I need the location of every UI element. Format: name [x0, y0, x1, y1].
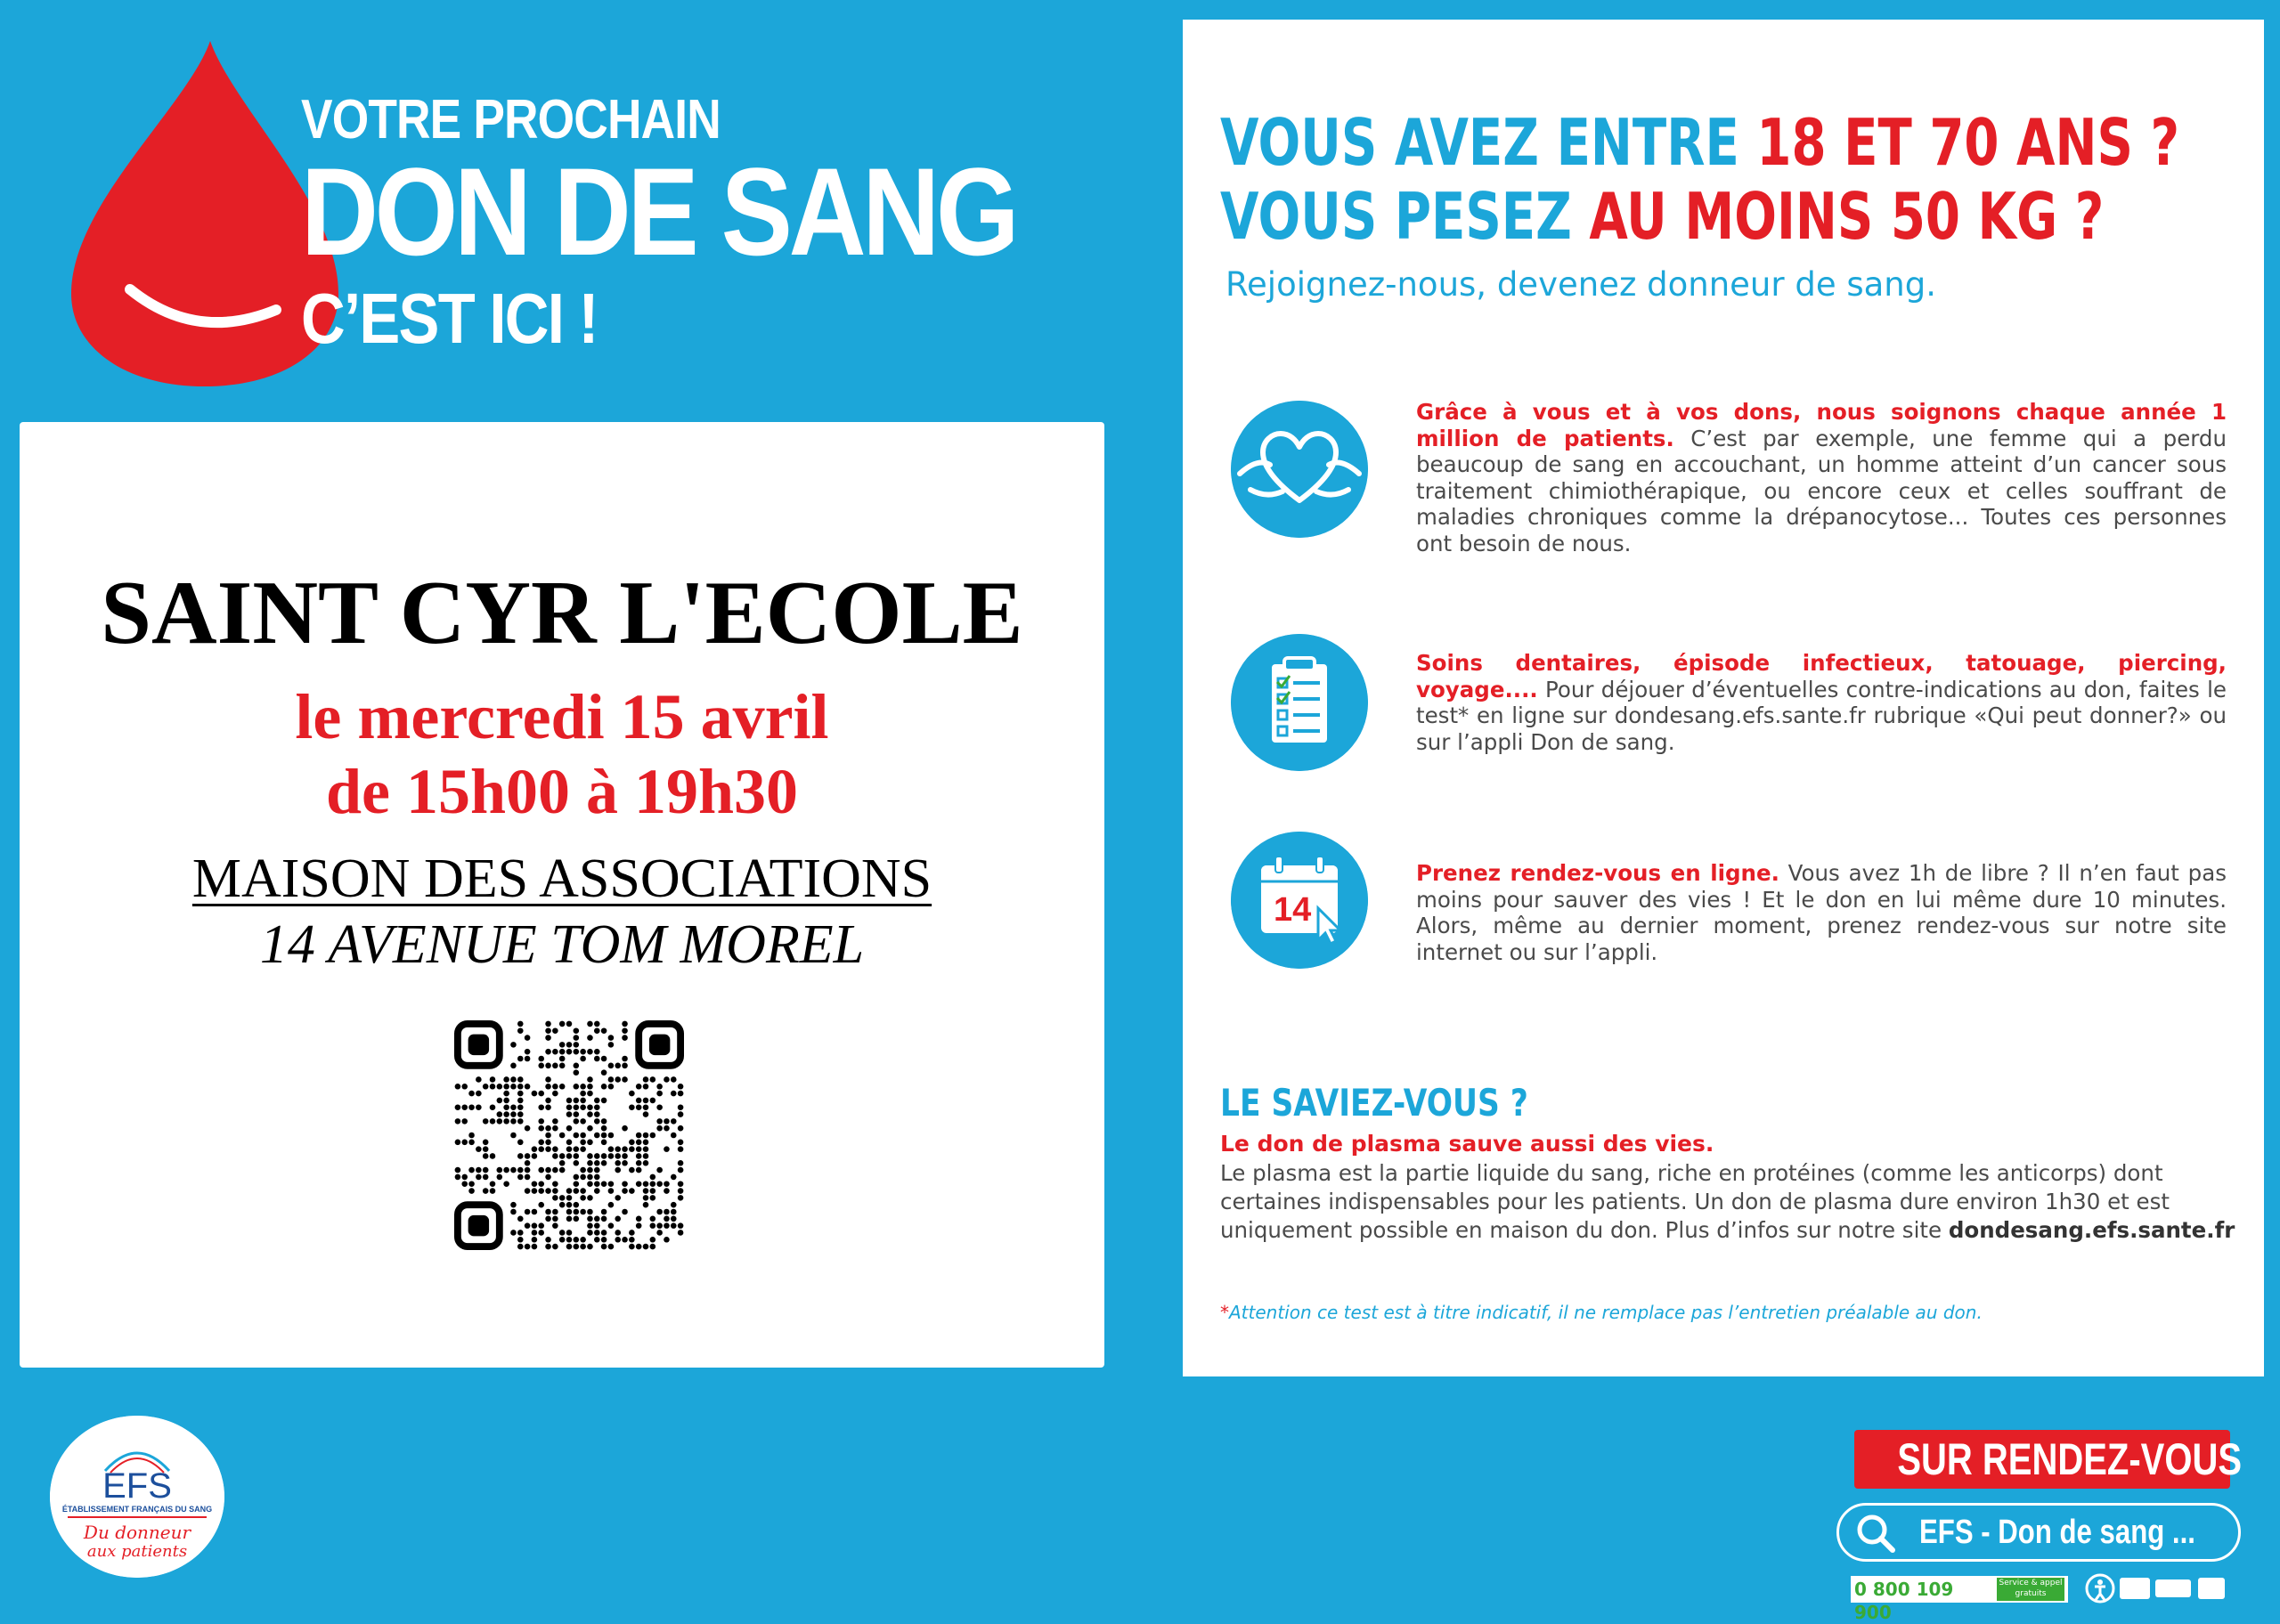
appointment-badge	[1854, 1430, 2243, 1489]
footnote	[1220, 1302, 1983, 1323]
eligibility-age-prefix: VOUS AVEZ ENTRE	[1220, 105, 1757, 180]
efs-fullname: ÉTABLISSEMENT FRANÇAIS DU SANG	[61, 1505, 213, 1514]
efs-tagline-2: aux patients	[86, 1542, 188, 1561]
event-card	[20, 422, 1104, 1368]
search-box[interactable]	[1836, 1503, 2241, 1562]
event-address: 14 AVENUE TOM MOREL	[259, 914, 865, 975]
appointment-label: SUR RENDEZ-VOUS	[1897, 1434, 2243, 1484]
clipboard-checklist-icon	[1231, 634, 1368, 771]
eligibility-age	[1220, 105, 2180, 180]
eligibility-weight	[1220, 179, 2105, 254]
footnote-asterisk: *	[1220, 1302, 1229, 1323]
event-venue-text: MAISON DES ASSOCIATIONS	[191, 849, 932, 909]
footnote-text: Attention ce test est à titre indicatif, il ne remplace pas l’entretien préalable au don.	[1229, 1302, 1983, 1323]
eligibility-weight-min: AU MOINS 50 KG ?	[1589, 179, 2105, 254]
saviez-link[interactable]: dondesang.efs.sante.fr	[1948, 1217, 2235, 1243]
phone-tag-line-1: Service & appel	[1999, 1579, 2063, 1587]
calendar-click-icon	[1231, 832, 1368, 969]
phone-number: 0 800 109 900	[1854, 1579, 1954, 1623]
qr-code-icon[interactable]	[454, 1020, 684, 1250]
benefit-appointment	[1416, 860, 2227, 965]
event-time: de 15h00 à 19h30	[325, 756, 799, 827]
heart-hands-icon	[1231, 401, 1368, 538]
join-tagline: Rejoignez-nous, devenez donneur de sang.	[1226, 265, 1936, 304]
saviez-body: Le plasma est la partie liquide du sang, riche en protéines (comme les anticorps) dont certaines indispensables pour les patients. Un don de plasma dure environ 1h30 et est uniquement possible en maison du don. Plus d’infos sur notre site	[1220, 1160, 2170, 1243]
saviez-subtitle: Le don de plasma sauve aussi des vies.	[1220, 1131, 1714, 1157]
event-date: le mercredi 15 avril	[295, 681, 829, 752]
header-line-2: DON DE SANG	[301, 142, 1016, 281]
eligibility-weight-prefix: VOUS PESEZ	[1220, 179, 1590, 254]
saviez-text	[1220, 1159, 2235, 1245]
event-venue	[20, 848, 1104, 911]
benefit-test	[1416, 650, 2227, 755]
calendar-day: 14	[1274, 891, 1312, 929]
header-line-1: VOTRE PROCHAIN	[301, 89, 721, 150]
search-icon	[1855, 1513, 1896, 1554]
benefit-patients-lead: Grâce à vous et à vos dons, nous soignons chaque année 1 million de patients.	[1416, 399, 2227, 451]
saviez-title: LE SAVIEZ-VOUS ?	[1220, 1081, 1528, 1125]
benefit-patients-text: C’est par exemple, une femme qui a perdu beaucoup de sang en accouchant, un homme atteint d’un cancer sous traitement chimiothérapique, ou encore ceux et celles souffrant de maladies chroniques comme la drépanocytose... Toutes ces personnes ont besoin de nous.	[1416, 425, 2227, 556]
phone-badge	[1851, 1576, 2068, 1623]
info-panel	[1183, 20, 2264, 1376]
phone-tag-line-2: gratuits	[2015, 1589, 2047, 1598]
header-line-3: C’EST ICI !	[301, 279, 598, 358]
search-label: EFS - Don de sang ...	[1919, 1514, 2195, 1551]
benefit-appointment-text: Vous avez 1h de libre ? Il n’en faut pas moins pour sauver des vies ! Et le don en lui même dure 10 minutes. Alors, même au dernier moment, prenez rendez-vous sur notre site internet ou sur l’appli.	[1416, 860, 2227, 965]
phone-tag	[1997, 1578, 2064, 1601]
efs-logo	[50, 1416, 224, 1578]
benefit-test-lead: Soins dentaires, épisode infectieux, tatouage, piercing, voyage....	[1416, 650, 2227, 702]
benefit-test-text: Pour déjouer d’éventuelles contre-indications au don, faites le test* en ligne sur dondesang.efs.sante.fr rubrique «Qui peut donner?» ou sur l’appli Don de sang.	[1416, 676, 2227, 755]
accessibility-icons	[2084, 1572, 2228, 1604]
event-city: SAINT CYR L'ECOLE	[101, 563, 1023, 663]
benefit-appointment-lead: Prenez rendez-vous en ligne.	[1416, 860, 1779, 886]
eligibility-age-range: 18 ET 70 ANS ?	[1756, 105, 2180, 180]
efs-tagline-1: Du donneur	[83, 1522, 191, 1543]
efs-abbr: EFS	[102, 1466, 172, 1506]
benefit-patients	[1416, 399, 2227, 556]
